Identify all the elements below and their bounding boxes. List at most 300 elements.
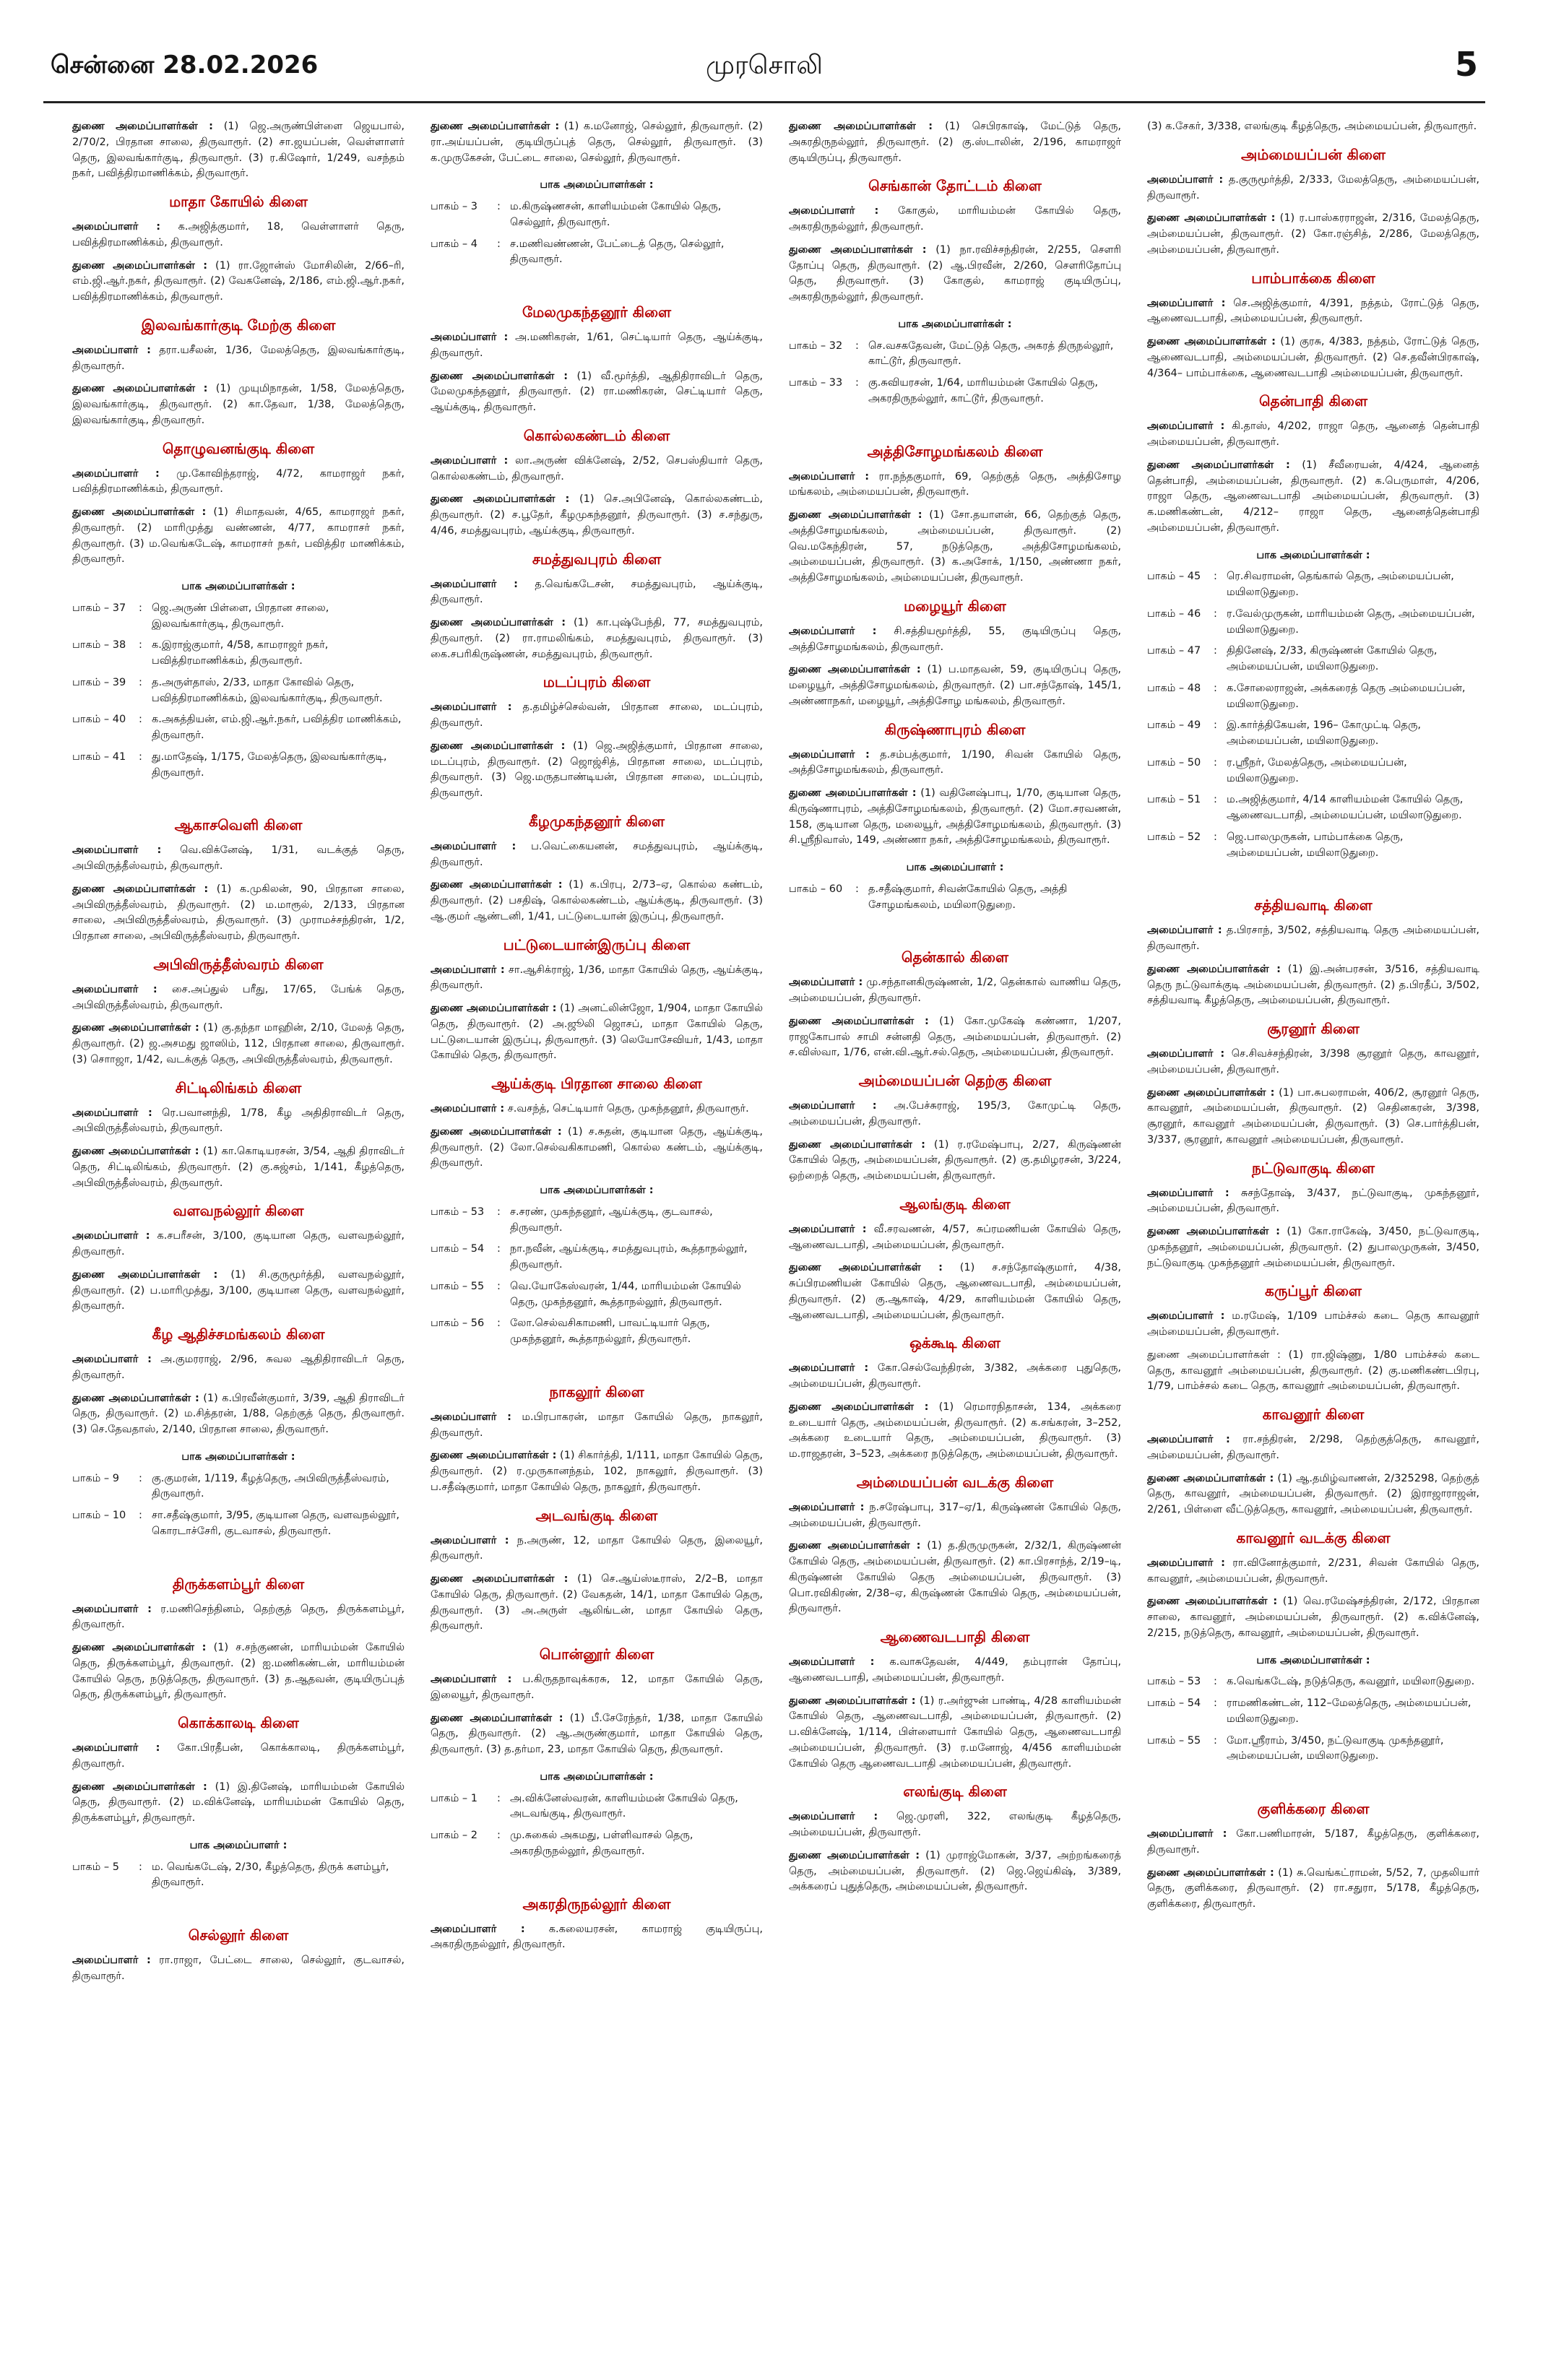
part-organizer-entry [431,237,763,269]
organizer-details: த.தமிழ்ச்செல்வன், பிரதான சாலை, மடப்புரம், திருவாரூர். [431,701,763,729]
part-number: பாகம் – 47 [1147,645,1201,657]
part-organizer-details: இ.கார்த்திகேயன், 196– கோமுட்டி தெரு, அம்மையப்பன், மயிலாடுதுறை. [1227,719,1421,747]
part-organizer-entry [1147,569,1479,601]
organizer-paragraph [72,467,405,498]
organizer-paragraph [789,1809,1121,1841]
organizer-details: (1) க.மனோஜ், செல்லூர், திருவாரூர். (2) ரா.அய்யப்பன், குடியிருப்புத் தெரு, செல்லூர், திருவாரூர். (3) க.முருகேசன், பேட்டை சாலை, செல்லூர், திருவாரூர். [431,121,763,164]
role-label: துணை அமைப்பாளர்கள் : [1147,1226,1280,1237]
part-organizer-entry [1147,718,1479,750]
part-number: பாகம் – 53 [1147,1676,1201,1688]
role-label: அமைப்பாளர் : [1147,1310,1225,1323]
branch-heading: ஆணைவடபாதி கிளை [880,1628,1030,1645]
organizer-details: ரா.நந்தகுமார், 69, தெற்குத் தெரு, அத்திசோழ மங்கலம், அம்மையப்பன், திருவாரூர். [789,470,1121,498]
role-label: துணை அமைப்பாளர்கள் : [72,1146,199,1157]
part-organizers-heading: பாக அமைப்பாளர்கள் : [540,1185,654,1196]
organizer-paragraph [431,1572,763,1635]
part-organizers-heading: பாக அமைப்பாளர்கள் : [540,1770,654,1783]
organizer-paragraph [72,1144,405,1191]
part-organizer-entry [789,882,1121,914]
role-label: அமைப்பாளர் : [431,578,518,590]
part-number: பாகம் – 33 [789,377,843,389]
organizer-paragraph [431,1711,763,1758]
branch-heading: ஒக்கூடி கிளை [909,1334,1000,1352]
role-label: துணை அமைப்பாளர்கள் : [72,383,208,395]
organizer-paragraph [72,1106,405,1138]
part-organizer-entry [1147,681,1479,713]
organizer-details: ரா.ராஜா, பேட்டை சாலை, செல்லூர், குடவாசல், திருவாரூர். [72,1955,405,1982]
column-3 [789,119,1121,2358]
organizer-paragraph [789,1694,1121,1773]
role-label: துணை அமைப்பாளர்கள் : [431,740,566,752]
part-number: பாகம் – 46 [1147,607,1201,620]
role-label: அமைப்பாளர் : [431,1923,525,1935]
part-organizer-entry [789,376,1121,407]
masthead [43,43,1485,103]
organizer-details: (1) க.பிரபு, 2/73–ஏ, கொல்ல கண்டம், திருவாரூர். (2) பசதிஷ், கொல்லகண்டம், ஆய்க்குடி, திருவாரூர். (3) ஆ.குமர் ஆண்டனி, 1/41, பட்டுடையான் இருப்பு, திருவாரூர். [431,879,763,922]
part-number: பாகம் – 53 [431,1206,485,1218]
organizer-paragraph [72,1021,405,1068]
organizer-paragraph [72,1268,405,1315]
organizer-paragraph [72,843,405,875]
role-label: துணை அமைப்பாளர்கள் : [72,1642,207,1653]
organizer-paragraph [789,975,1121,1007]
organizer-paragraph [789,1500,1121,1532]
part-organizer-details: க.அகத்தியன், எம்.ஜி.ஆர்.நகர், பவித்திர மாணிக்கம், திருவாரூர். [152,714,402,741]
organizer-details: அ.பேச்சுராஜ், 195/3, கோமுட்டி தெரு, அம்மையப்பன், திருவாரூர். [789,1100,1121,1128]
separator-colon: : [1214,682,1217,694]
organizer-paragraph [431,492,763,539]
role-label: அமைப்பாளர் : [431,1534,509,1546]
role-label: துணை அமைப்பாளர்கள் : [72,259,208,272]
part-organizers-heading: பாக அமைப்பாளர்கள் : [898,318,1012,330]
organizer-details: (1) ரெமாரநிதாசன், 134, அக்கரை உடையார் தெரு, அம்மையப்பன், திருவாரூர். (2) க.சங்கரன், 3–252, அக்கரை உடையார் தெரு, அம்மையப்பன், திருவாரூர். (3) ம.ராஜதரன், 3–523, அக்கரை நடுத்தெரு, அம்மையப்பன், திருவாரூர். [789,1401,1121,1460]
organizer-details: (1) ர.அர்ஜுன் பாண்டி, 4/28 காளியம்மன் கோயில் தெரு, ஆணைவடபாதி, அம்மையப்பன், திருவாரூர். (2) ப.விக்னேஷ், 1/114, பிள்ளையார் கோயில் தெரு, ஆணைவடபாதி அம்மையப்பன், திருவாரூர். (3) ர.மனோஜ், 4/456 காளியம்மன் கோயில் தெரு ஆணைவடபாதி அம்மையப்பன், திருவாரூர். [789,1695,1121,1770]
part-organizer-entry [72,712,405,744]
organizer-paragraph [789,662,1121,709]
separator-colon: : [139,676,142,688]
organizer-details: (1) வீ.மூர்த்தி, ஆதிதிராவிடர் தெரு, மேலமுகந்தனூர், திருவாரூர். (2) ரா.மணிகரன், செட்டியார் தெரு, ஆய்க்குடி, திருவாரூர். [431,370,763,413]
separator-colon: : [497,1280,501,1292]
branch-heading: கருப்பூர் கிளை [1265,1282,1362,1300]
organizer-details: (1) நா.ரவிச்சந்திரன், 2/255, சௌரி தோப்பு தெரு, திருவாரூர். (2) ஆ.பிரவீன், 2/260, சௌரிதோப்பு தெரு, திருவாரூர். (3) கோகுல், காமராஜ் குடியிருப்பு, அகரதிருநல்லூர், திருவாரூர். [789,243,1121,303]
role-label: துணை அமைப்பாளர்கள் : [789,1401,929,1413]
part-organizer-entry [431,1828,763,1860]
part-organizer-details: த.சதீஷ்குமார், சிவன்கோயில் தெரு, அத்தி சோழமங்கலம், மயிலாடுதுறை. [868,883,1068,911]
organizer-details: கோகுல், மாரியம்மன் கோயில் தெரு, அகரதிருநல்லூர், திருவாரூர். [789,205,1121,233]
role-label: அமைப்பாளர் : [789,1362,869,1375]
organizer-details: கோ.பணிமாரன், 5/187, கீழத்தெரு, குளிக்கரை, திருவாரூர். [1147,1828,1479,1856]
organizer-paragraph [1147,1348,1479,1395]
organizer-details: கி.தாஸ், 4/202, ராஜா தெரு, ஆனைத் தென்பாதி அம்மையப்பன், திருவாரூர். [1147,420,1479,448]
role-label: அமைப்பாளர் : [789,470,870,483]
organizer-details: (1) சோ.தயாளன், 66, தெற்குத் தெரு, அத்திசோழமங்கலம், அம்மையப்பன், திருவாரூர். (2) வெ.மகேந்திரன், 57, நடுத்தெரு, அத்திசோழமங்கலம், அம்மையப்பன், திருவாரூர். (3) க.அசோக், 1/150, அண்ணா நகர், அத்திசோழமங்கலம், அம்மையப்பன், திருவாரூர். [789,509,1121,584]
role-label: துணை அமைப்பாளர்கள் : [431,879,563,891]
role-label: அமைப்பாளர் : [431,1411,511,1423]
part-organizer-entry [72,601,405,633]
organizer-paragraph [1147,1047,1479,1078]
role-label: அமைப்பாளர் : [72,1603,152,1615]
organizer-details: க.அஜித்குமார், 18, வெள்ளாளர் தெரு, பவித்திரமாணிக்கம், திருவாரூர். [72,221,405,248]
part-organizer-entry [1147,830,1479,862]
part-organizer-entry [431,1279,763,1311]
branch-heading: அத்திசோழமங்கலம் கிளை [867,442,1043,460]
organizer-details: ரெ.பவானந்தி, 1/78, கீழ அதிதிராவிடர் தெரு, அபிவிருத்தீஸ்வரம், திருவாரூர். [72,1107,405,1135]
role-label: அமைப்பாளர் : [72,1354,152,1365]
role-label: அமைப்பாளர் : [431,701,512,714]
organizer-paragraph [72,1229,405,1260]
role-label: அமைப்பாளர் : [789,1811,878,1823]
part-organizer-entry [1147,607,1479,639]
organizer-paragraph [789,243,1121,306]
organizer-details: ம.ரமேஷ், 1/109 பாம்ச்சல் கடை தெரு காவனூர் அம்மையப்பன், திருவாரூர். [1147,1310,1479,1338]
organizer-details: க.கலையரசன், காமராஜ் குடியிருப்பு, அகரதிருநல்லூர், திருவாரூர். [431,1923,763,1951]
organizer-details: த.வெங்கடேசன், சமத்துவபுரம், ஆய்க்குடி, திருவாரூர். [431,578,763,606]
organizer-paragraph [1147,458,1479,537]
organizer-paragraph [789,1655,1121,1687]
organizer-details: சி.சத்தியமூர்த்தி, 55, குடியிருப்பு தெரு, அத்திசோழமங்கலம், திருவாரூர். [789,625,1121,653]
part-organizer-details: நா.நவீன், ஆய்க்குடி, சமத்துவபுரம், கூத்தாநல்லூர், திருவாரூர். [510,1243,748,1271]
separator-colon: : [497,1243,501,1255]
organizer-details: (1) ஜெ.அருண்பிள்ளை ஜெயபால், 2/70/2, பிரதான சாலை, திருவாரூர். (2) சா.ஜயப்பன், வெள்ளாளர் தெரு, இலவங்கார்குடி, திருவாரூர். (3) ர.கிஷோர், 1/249, வசந்தம் நகர், பவித்திரமாணிக்கம், திருவாரூர். [72,121,405,180]
role-label: துணை அமைப்பாளர்கள் : [1147,459,1290,471]
role-label: அமைப்பாளர் : [789,625,877,637]
role-label: துணை அமைப்பாளர்கள் : [1147,336,1276,347]
organizer-paragraph [789,1848,1121,1895]
part-number: பாகம் – 40 [72,714,126,726]
organizer-details: (1) க.முகிலன், 90, பிரதான சாலை, அபிவிருத்தீஸ்வரம், திருவாரூர். (2) ம.மாரூல், 2/133, பிரதான சாலை, அபிவிருத்தீஸ்வரம், திருவாரூர். (3) முராமச்சந்திரன், 1/2, பிரதான சாலை, அபிவிருத்தீஸ்வரம், திருவாரூர். [72,883,405,942]
part-organizer-details: ம.அஜித்குமார், 4/14 காளியம்மன் கோயில் தெரு, ஆணைவடபாதி, அம்மையப்பன், மயிலாடுதுறை. [1227,794,1464,821]
organizer-paragraph [789,1361,1121,1393]
part-organizers-heading: பாக அமைப்பாளர்கள் : [181,1450,295,1463]
part-number: பாகம் – 54 [1147,1697,1201,1709]
organizer-details: (1) சிகார்த்தி, 1/111, மாதா கோயில் தெரு, திருவாரூர். (2) ர.முருகானந்தம், 102, நாகலூர், திருவாரூர். (3) ப.சதீஷ்குமார், மாதா கோயில் தெரு, நாகலூர், திருவாரூர். [431,1450,763,1493]
part-organizer-details: ச.சரண், முகந்தனூர், ஆய்க்குடி, குடவாசல், திருவாரூர். [510,1206,713,1234]
part-organizer-entry [431,199,763,231]
organizer-details: (1) த.திருமுருகன், 2/32/1, கிருஷ்ணன் கோயில் தெரு, அம்மையப்பன், திருவாரூர். (2) கா.பிரசாந்த், 2/19–டி, கிருஷ்ணன் கோயில் தெரு அம்மையப்பன், திருவாரூர். (3) பொ.ரவிகிரண், 2/38–ஏ, கிருஷ்ணன் கோயில் தெரு, அம்மையப்பன், திருவாரூர். [789,1540,1121,1615]
branch-heading: பட்டுடையான்இருப்பு கிளை [503,935,691,953]
separator-colon: : [497,238,501,250]
organizer-details: (1) செ.அபினேஷ், கொல்லகண்டம், திருவாரூர். (2) ச.பூதேர், கீழமுகந்தனூர், திருவாரூர். (3) ச.சந்துரு, 4/46, சமத்துவபுரம், ஆய்க்குடி, திருவாரூர். [431,493,763,537]
branch-heading: மழையூர் கிளை [904,597,1006,615]
part-number: பாகம் – 3 [431,201,478,212]
organizer-details: (1) சீவீரையன், 4/424, ஆனைத் தென்பாதி, அம்மையப்பன், திருவாரூர். (2) க.பெருமாள், 4/206, ராஜா தெரு, ஆணைவடபாதி அம்மையப்பன், திருவாரூர். (3) க.மணிகண்டன், 4/212– ராஜா தெரு, ஆனைத்தென்பாதி அம்மையப்பன், திருவாரூர். [1147,459,1479,534]
separator-colon: : [139,714,142,726]
branch-heading: கொல்லகண்டம் கிளை [523,426,670,444]
column-4 [1147,119,1479,2358]
part-organizer-details: ம.கிருஷ்ணசன், காளியம்மன் கோயில் தெரு, செல்லூர், திருவாரூர். [510,201,722,228]
role-label: அமைப்பாளர் : [72,1230,150,1242]
organizer-details: (1) கு.தந்தா மாஹின், 2/10, மேலத் தெரு, திருவாரூர். (2) ஜ.அசமது ஜாஸிம், 112, பிரதான சாலை, திருவாரூர். (3) சொாஜா, 1/42, வடக்குத் தெரு, அபிவிருத்தீஸ்வரம், திருவாரூர். [72,1022,405,1065]
part-organizer-entry [1147,1734,1479,1765]
organizer-details: ரா.சந்திரன், 2/298, தெற்குத்தெரு, காவனூர், அம்மையப்பன், திருவாரூர். [1147,1434,1479,1461]
organizer-paragraph [431,963,763,995]
branch-heading: அம்மையப்பன் தெற்கு கிளை [858,1072,1052,1089]
organizer-details: த.பிரசாந், 3/502, சத்தியவாடி தெரு அம்மையப்பன், திருவாரூர். [1147,925,1479,952]
role-label: துணை அமைப்பாளர்கள் : [1147,963,1281,975]
separator-colon: : [855,377,859,389]
organizer-paragraph [431,1001,763,1064]
branch-heading: காவனூர் கிளை [1262,1406,1365,1423]
organizer-paragraph [431,615,763,662]
role-label: துணை அமைப்பாளர்கள் : [431,1450,557,1462]
organizer-paragraph [431,577,763,609]
part-number: பாகம் – 56 [431,1317,485,1330]
part-organizer-entry [1147,792,1479,824]
page-number: 5 [1454,45,1478,84]
branch-heading: நட்டுவாகுடி கிளை [1251,1159,1375,1177]
organizer-details: செ.அஜித்குமார், 4/391, நத்தம், ரோட்டுத் தெரு, ஆணைவடபாதி, அம்மையப்பன், திருவாரூர். [1147,297,1479,325]
organizer-details: (1) சு.வெங்கட்ராமன், 5/52, 7, முதலியார் தெரு, குளிக்கரை, திருவாரூர். (2) ரா.சதுரா, 5/178, கீழத்தெரு, குளிக்கரை, திருவாரூர். [1147,1866,1479,1910]
organizer-details: (1) கா.புஷ்பேந்தி, 77, சமத்துவபுரம், திருவாரூர். (2) ரா.ராமலிங்கம், சமத்துவபுரம், திருவாரூர். (3) கை.சபரிகிருஷ்ணன், சமத்துவபுரம், திருவாரூர். [431,617,763,660]
part-number: பாகம் – 2 [431,1830,478,1841]
part-organizer-details: ரெ.சிவராமன், தெங்கால் தெரு, அம்மையப்பன், மயிலாடுதுறை. [1227,571,1454,598]
organizer-paragraph [1147,1432,1479,1464]
part-organizer-details: லோ.செல்வசிகாமணி, பாவட்டியார் தெரு, முகந்தனூர், கூத்தாநல்லூர், திருவாரூர். [510,1317,710,1345]
role-label: துணை அமைப்பாளர்கள் : [1147,212,1276,225]
organizer-details: த.குருமூர்த்தி, 2/333, மேலத்தெரு, அம்மையப்பன், திருவாரூர். [1147,173,1479,202]
role-label: அமைப்பாளர் : [789,1501,865,1513]
organizer-paragraph [1147,1556,1479,1588]
role-label: அமைப்பாளர் : [431,964,505,976]
organizer-paragraph [72,1953,405,1985]
role-label: துணை அமைப்பாளர்கள் : [789,1015,929,1027]
role-label: அமைப்பாளர் : [72,344,151,356]
separator-colon: : [497,1830,501,1841]
organizer-paragraph [431,1922,763,1954]
part-organizer-entry [72,750,405,782]
organizer-paragraph [72,343,405,375]
role-label: அமைப்பாளர் : [431,454,509,467]
branch-heading: ஆகாசவெளி கிளை [174,816,303,834]
organizer-paragraph [789,1099,1121,1130]
separator-colon: : [1214,719,1217,732]
part-number: பாகம் – 60 [789,883,843,895]
organizer-paragraph [72,1602,405,1634]
part-organizer-details: க.சோலைராஜன், அக்கரைத் தெரு அம்மையப்பன், மயிலாடுதுறை. [1227,682,1466,710]
organizer-details: (1) செ.ஆய்ஸ்டீராஸ், 2/2–B, மாதா கோயில் தெரு, திருவாரூர். (2) வேகதன், 14/1, மாதா கோயில் தெரு, திருவாரூர். (3) அ.அருள் ஆலிங்டன், மாதா கோயில் தெரு, திருவாரூர். [431,1573,763,1632]
organizer-details: (1) சிமாதவன், 4/65, காமராஜர் நகர், திருவாரூர். (2) மாரிமுத்து வண்ணன், 4/77, காமராசர் நகர், திருவாரூர். (3) ம.வெங்கடேஷ், காமராசர் நகர், பவித்திர மாணிக்கம், திருவாரூர். [72,506,405,566]
part-number: பாகம் – 5 [72,1861,120,1873]
part-number: பாகம் – 38 [72,639,126,652]
separator-colon: : [497,201,501,212]
role-label: துணை அமைப்பாளர்கள் : [431,370,569,382]
organizer-paragraph [72,1352,405,1384]
organizer-details: ஜெ.முரளி, 322, எலங்குடி கீழத்தெரு, அம்மையப்பன், திருவாரூர். [789,1811,1121,1838]
organizer-details: (1) ர.ரமேஷ்பாபு, 2/27, கிருஷ்ணன் கோயில் தெரு, அம்மையப்பன், திருவாரூர். (2) கு.தமிழரசன், 3/224, ஒற்றைத் தெரு, அம்மையப்பன், திருவாரூர். [789,1138,1121,1182]
organizer-paragraph [431,454,763,485]
branch-heading: ஆலங்குடி கிளை [899,1195,1011,1213]
organizer-paragraph [1147,1224,1479,1271]
role-label: அமைப்பாளர் : [1147,1434,1230,1445]
role-label: அமைப்பாளர் : [1147,1557,1225,1569]
part-number: பாகம் – 4 [431,238,478,250]
role-label: துணை அமைப்பாளர்கள் : [72,121,213,132]
part-number: பாகம் – 50 [1147,756,1201,769]
part-organizer-details: த.அருள்தாஸ், 2/33, மாதா கோவில் தெரு, பவித்திரமாணிக்கம், இலவங்கார்குடி, திருவாரூர். [152,676,383,704]
part-organizer-entry [789,339,1121,371]
organizer-details: (1) ர.பாஸ்கரராஜன், 2/316, மேலத்தெரு, அம்மையப்பன், திருவாரூர். (2) கோ.ரஞ்சித், 2/286, மேலத்தெரு, அம்மையப்பன், திருவாரூர். [1147,212,1479,256]
separator-colon: : [1214,1697,1217,1709]
separator-colon: : [139,602,142,614]
organizer-details: கோ.பிரதீபன், கொக்காலடி, திருக்களம்பூர், திருவாரூர். [72,1742,405,1770]
part-organizers-heading: பாக அமைப்பாளர்கள் : [181,581,295,592]
organizer-paragraph [431,1410,763,1442]
part-organizers-heading: பாக அமைப்பாளர்கள் : [1256,549,1370,561]
organizer-paragraph [789,786,1121,849]
role-label: துணை அமைப்பாளர்கள் : [431,1573,569,1585]
organizer-paragraph [789,624,1121,656]
organizer-paragraph [1147,1866,1479,1913]
organizer-details: மு.கோவிந்தராஜ், 4/72, காமராஜர் நகர், பவித்திரமாணிக்கம், திருவாரூர். [72,467,405,496]
organizer-paragraph [431,1672,763,1704]
role-label: துணை அமைப்பாளர்கள் : [431,493,570,506]
organizer-details: தரா.யசீலன், 1/36, மேலத்தெரு, இலவங்கார்குடி, திருவாரூர். [72,344,405,372]
separator-colon: : [139,639,142,652]
organizer-details: சா.ஆசிக்ராஜ், 1/36, மாதா கோயில் தெரு, ஆய்க்குடி, திருவாரூர். [431,964,763,992]
organizer-paragraph [72,1780,405,1827]
organizer-details: ச.வசந்த், செட்டியார் தெரு, முகந்தனூர், திருவாரூர். [507,1103,749,1115]
organizer-details: (1) குரசு, 4/383, நத்தம், ரோட்டுத் தெரு, ஆணைவடபாதி, அம்மையப்பன், திருவாரூர். (2) செ.தவீன்பிரகாஷ், 4/364– பாம்பாக்கை, ஆணைவடபாதி அம்மையப்பன், திருவாரூர். [1147,336,1479,379]
organizer-details: ந.சரேஷ்பாபு, 317–ஏ/1, கிருஷ்ணன் கோயில் தெரு, அம்மையப்பன், திருவாரூர். [789,1501,1121,1529]
organizer-paragraph [431,1125,763,1172]
organizer-details: லா.அருண் விக்னேஷ், 2/52, செபஸ்தியார் தெரு, கொல்லகண்டம், திருவாரூர். [431,454,763,483]
part-number: பாகம் – 37 [72,602,126,614]
role-label: துணை அமைப்பாளர்கள் : [789,1849,920,1861]
column-2 [431,119,763,2358]
separator-colon: : [1214,831,1217,843]
branch-heading: பாம்பாக்கை கிளை [1251,269,1375,287]
part-organizer-entry [431,1242,763,1273]
organizer-details: (1) இ.தினேஷ், மாரியம்மன் கோயில் தெரு, திருவாரூர். (2) ம.விக்னேஷ், மாரியம்மன் கோயில் தெரு, திருக்களம்பூர், திருவாரூர். [72,1780,405,1824]
organizer-paragraph [72,381,405,428]
branch-heading: எலங்குடி கிளை [903,1783,1007,1801]
part-organizer-details: சா.சதீஷ்குமார், 3/95, குடியான தெரு, வளவநல்லூர், கொரடாச்சேரி, குடவாசல், திருவாரூர். [152,1510,400,1537]
separator-colon: : [1214,571,1217,583]
role-label: அமைப்பாளர் : [1147,173,1224,186]
organizer-paragraph [72,505,405,568]
newspaper-name: முரசொலி [706,51,823,80]
role-label: அமைப்பாளர் : [72,467,160,480]
branch-heading: அபிவிருத்தீஸ்வரம் கிளை [153,955,324,973]
branch-heading: நாகலூர் கிளை [549,1382,644,1401]
organizer-details: (1) வதினேஷ்பாபு, 1/70, குடியான தெரு, கிருஷ்ணாபுரம், அத்திசோழமங்கலம், திருவாரூர். (2) மோ.சரவணன், 158, குடியான தெரு, மலையூர், அத்திசோழமங்கலம், திருவாரூர். (3) சி.ஸ்ரீநிவாஸ், 149, அண்ணா நகர், அத்திசோழமங்கலம், திருவாரூர். [789,787,1121,847]
role-label: துணை அமைப்பாளர்கள் : [1147,1596,1278,1608]
branch-heading: செங்கான் தோட்டம் கிளை [868,177,1042,195]
role-label: துணை அமைப்பாளர்கள் : [789,1695,916,1707]
role-label: துணை அமைப்பாளர்கள் : [789,509,922,521]
organizer-paragraph [431,739,763,802]
part-organizer-details: து.மாதேஷ், 1/175, மேலத்தெரு, இலவங்கார்குடி, திருவாரூர். [152,750,387,779]
role-label: துணை அமைப்பாளர்கள் : [1147,1866,1274,1879]
organizer-paragraph [431,839,763,871]
part-organizer-details: ஜெ.பாலமுருகன், பாம்பாக்கை தெரு, அம்மையப்பன், மயிலாடுதுறை. [1227,831,1404,859]
separator-colon: : [497,1792,501,1804]
organizer-details: அ.குமரராஜ், 2/96, சுவல ஆதிதிராவிடர் தெரு, திருவாரூர். [72,1354,405,1381]
separator-colon: : [139,1510,142,1521]
organizer-details: (1) கோ.ராகேஷ், 3/450, நட்டுவாகுடி, முகந்தனூர், அம்மையப்பன், திருவாரூர். (2) துபாலமுருகன், 3/450, நட்டுவாகுடி முகந்தனூர் அம்மையப்பன், திருவாரூர். [1147,1226,1479,1269]
organizer-details: (1) ஜெ.அஜித்குமார், பிரதான சாலை, மடப்புரம், திருவாரூர். (2) ஜொஜ்சித், பிரதான சாலை, மடப்புரம், திருவாரூர். (3) ஜெ.மருதபாண்டியன், பிரதான சாலை, மடப்புரம், திருவாரூர். [431,740,763,799]
separator-colon: : [1214,607,1217,620]
organizer-details: சை.அப்துல் பரீது, 17/65, பேங்க் தெரு, அபிவிருத்தீஸ்வரம், திருவாரூர். [72,983,405,1011]
part-number: பாகம் – 55 [431,1280,485,1292]
organizer-paragraph [1147,419,1479,451]
organizer-paragraph [431,119,763,166]
part-organizers-heading: பாக அமைப்பாளர்கள் : [1256,1654,1370,1666]
role-label: துணை அமைப்பாளர்கள் : [789,243,927,256]
organizer-details: துணை அமைப்பாளர்கள் : (1) ரா.ஜிஷ்ணு, 1/80 பாம்ச்சல் கடை தெரு, காவனூர் அம்மையப்பன், திருவாரூர். (2) கு.மணிகண்டபிரபு, 1/79, பாம்ச்சல் கடை தெரு, காவனூர் அம்மையப்பன், திருவாரூர். [1147,1349,1479,1393]
branch-heading: கிருஷ்ணாபுரம் கிளை [884,720,1026,738]
organizer-details: வெ.விக்னேஷ், 1/31, வடக்குத் தெரு, அபிவிருத்தீஸ்வரம், திருவாரூர். [72,844,405,872]
organizer-paragraph [72,982,405,1014]
role-label: துணை அமைப்பாளர்கள் : [431,121,560,132]
organizer-paragraph [1147,1086,1479,1148]
part-organizer-details: ம. வெங்கடேஷ், 2/30, கீழத்தெரு, திருக் களம்பூர், திருவாரூர். [152,1861,389,1889]
role-label: துணை அமைப்பாளர்கள் : [1147,1472,1274,1484]
organizer-details: கோ.செல்வேந்திரன், 3/382, அக்கரை புதுதெரு, அம்மையப்பன், திருவாரூர். [789,1362,1121,1390]
organizer-details: (3) க.சேகர், 3/338, எலங்குடி கீழத்தெரு, அம்மையப்பன், திருவாரூர். [1147,121,1477,132]
part-number: பாகம் – 45 [1147,571,1201,583]
branch-heading: குளிக்கரை கிளை [1257,1800,1370,1817]
organizer-details: வீ.சரவணன், 4/57, சுப்ரமணியன் கோயில் தெரு, ஆணைவடபாதி, அம்மையப்பன், திருவாரூர். [789,1223,1121,1251]
organizer-details: (1) ச.சந்தோஷ்குமார், 4/38, சுப்பிரமணியன் கோயில் தெரு, ஆணைவடபாதி, அம்மையப்பன், திருவாரூர். (2) கு.ஆகாஷ், 4/29, காளியம்மன் கோயில் தெரு, ஆணைவடபாதி, அம்மையப்பன், திருவாரூர். [789,1262,1121,1321]
part-number: பாகம் – 52 [1147,831,1201,843]
organizer-paragraph [1147,211,1479,258]
branch-heading: இலவங்கார்குடி மேற்கு கிளை [141,316,336,334]
branch-heading: சிட்டிலிங்கம் கிளை [175,1078,302,1096]
organizer-paragraph [431,878,763,925]
part-organizer-entry [1147,1696,1479,1728]
organizer-paragraph [72,1391,405,1438]
organizer-paragraph [431,369,763,416]
article-columns [72,119,1485,2358]
organizer-paragraph [789,1014,1121,1061]
branch-heading: திருக்களம்பூர் கிளை [172,1575,305,1593]
part-organizers-heading: பாக அமைப்பாளர்கள் : [540,179,654,191]
part-organizers-heading: பாக அமைப்பாளர் : [189,1839,288,1851]
branch-heading: தொழுவனங்குடி கிளை [162,439,315,457]
organizer-paragraph [431,330,763,362]
organizer-details: (1) ச.சுதன், குடியான தெரு, ஆய்க்குடி, திருவாரூர். (2) லோ.செல்வகிகாமணி, கொல்ல கண்டம், ஆய்க்குடி, திருவாரூர். [431,1125,763,1169]
organizer-details: ப.கிருதநாவுக்கரசு, 12, மாதா கோயில் தெரு, இலையூர், திருவாரூர். [431,1674,763,1701]
organizer-paragraph [789,1222,1121,1254]
branch-heading: அடவங்குடி கிளை [535,1506,658,1524]
role-label: துணை அமைப்பாளர்கள் : [789,1540,921,1552]
organizer-paragraph [1147,1471,1479,1518]
role-label: அமைப்பாளர் : [789,1100,877,1112]
role-label: அமைப்பாளர் : [1147,297,1226,309]
branch-heading: மாதா கோயில் கிளை [169,193,308,210]
role-label: துணை அமைப்பாளர்கள் : [789,1262,943,1274]
role-label: அமைப்பாளர் : [72,1955,151,1966]
part-organizer-details: மோ.ஸ்ரீராம், 3/450, நட்டுவாகுடி முகந்தனூர், அம்மையப்பன், மயிலாடுதுறை. [1227,1734,1444,1762]
role-label: அமைப்பாளர் : [431,1103,505,1115]
organizer-details: (1) செபிரகாஷ், மேட்டுத் தெரு, அகரதிருநல்லூர், திருவாரூர். (2) கு.ஸ்டாலின், 2/196, காமராஜர் குடியிருப்பு, திருவாரூர். [789,121,1121,164]
organizer-paragraph [72,882,405,945]
part-organizer-details: ர.வேல்முருகன், மாரியம்மன் தெரு, அம்மையப்பன், மயிலாடுதுறை. [1227,607,1475,636]
separator-colon: : [1214,756,1217,769]
separator-colon: : [139,1472,142,1484]
branch-heading: மடப்புரம் கிளை [543,673,651,691]
organizer-paragraph [1147,1186,1479,1218]
part-organizer-details: ர.ஸ்ரீநர், மேலத்தெரு, அம்மையப்பன், மயிலாடுதுறை. [1227,756,1407,784]
branch-heading: தென்கால் கிளை [901,948,1009,966]
role-label: துணை அமைப்பாளர்கள் : [789,664,921,676]
branch-heading: சூரனூர் கிளை [1267,1020,1360,1037]
organizer-details: (1) ஆ.தமிழ்வாணன், 2/325298, தெற்குத் தெரு, காவனூர், அம்மையப்பன், திருவாரூர். (2) இராஜாராஜன், 2/261, பிள்ளை வீட்டுத்தெரு, காவனூர், அம்மையப்பன், திருவாரூர். [1147,1472,1479,1515]
part-organizer-details: அ.விக்னேஸ்வரன், காளியம்மன் கோயில் தெரு, அடவங்குடி, திருவாரூர். [510,1792,738,1820]
organizer-details: (1) ச.சந்குணன், மாரியம்மன் கோயில் தெரு, திருக்களம்பூர், திருவாரூர். (2) ஐ.மணிகண்டன், மாரியம்மன் கோயில் தெரு, நடுத்தெரு, திருவாரூர். (3) த.ஆதவன், குடியிருப்புத் தெரு, திருக்களம்பூர், திருவாரூர். [72,1642,405,1701]
organizer-details: ர.மணிசெந்தினம், தெற்குத் தெரு, திருக்களம்பூர், திருவாரூர். [72,1603,405,1631]
